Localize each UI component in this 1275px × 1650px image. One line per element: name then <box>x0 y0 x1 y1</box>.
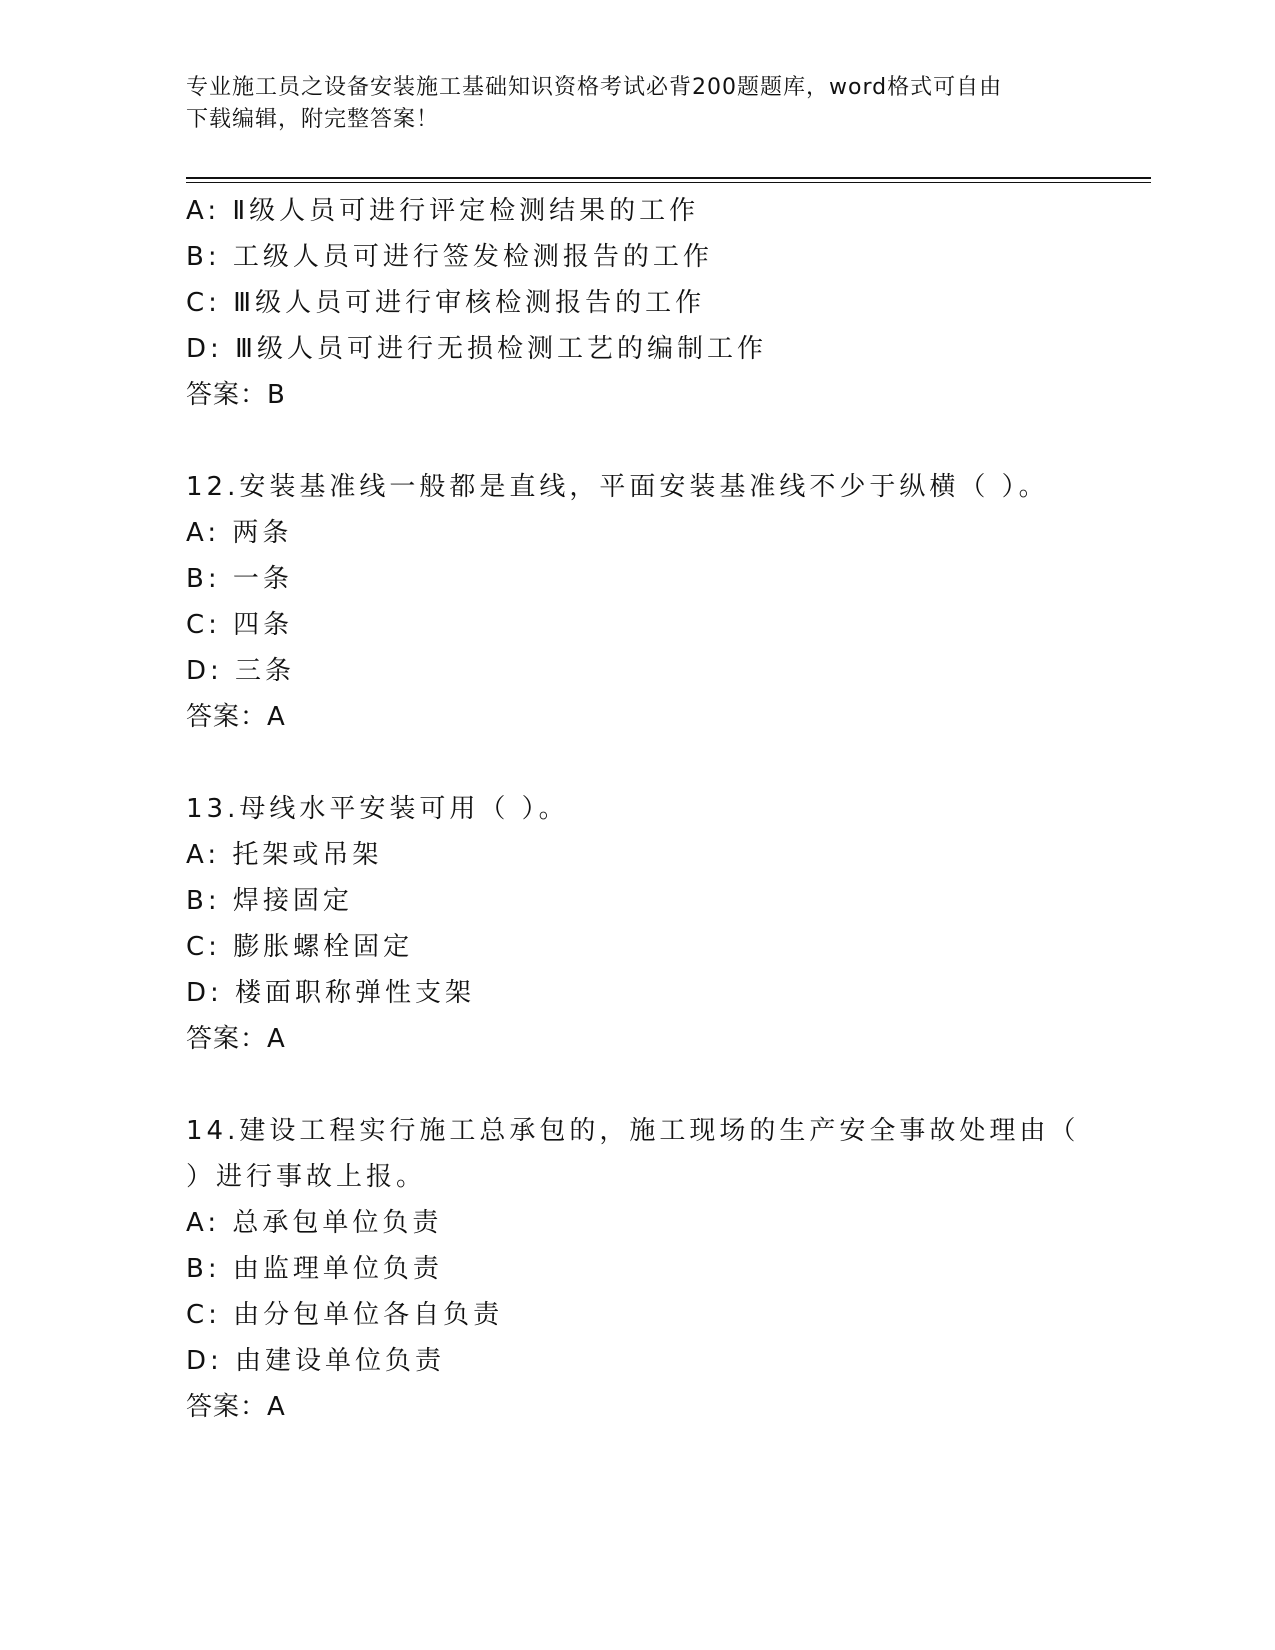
question-11-tail <box>186 188 1116 418</box>
option-a: A: 总承包单位负责 <box>186 1208 443 1238</box>
option-c: C: Ⅲ级人员可进行审核检测报告的工作 <box>186 288 706 318</box>
header-line-1: 专业施工员之设备安装施工基础知识资格考试必背200题题库，word格式可自由 <box>186 75 1003 100</box>
answer: 答案：A <box>186 702 286 732</box>
option-d: D: Ⅲ级人员可进行无损检测工艺的编制工作 <box>186 334 767 364</box>
header-line-2: 下载编辑，附完整答案！ <box>186 107 440 132</box>
option-b: B: 工级人员可进行签发检测报告的工作 <box>186 242 713 272</box>
option-b: B: 一条 <box>186 564 293 594</box>
question-13 <box>186 786 1116 1062</box>
question-text: 13.母线水平安装可用（ ）。 <box>186 794 569 824</box>
question-text-line-2: ）进行事故上报。 <box>186 1162 427 1192</box>
option-c: C: 膨胀螺栓固定 <box>186 932 414 962</box>
option-a: A: 托架或吊架 <box>186 840 383 870</box>
answer: 答案：A <box>186 1392 286 1422</box>
option-c: C: 四条 <box>186 610 294 640</box>
document-header <box>186 72 1086 136</box>
option-b: B: 焊接固定 <box>186 886 353 916</box>
question-text: 12.安装基准线一般都是直线，平面安装基准线不少于纵横（ ）。 <box>186 472 1049 502</box>
option-a: A: Ⅱ级人员可进行评定检测结果的工作 <box>186 196 700 226</box>
option-b: B: 由监理单位负责 <box>186 1254 443 1284</box>
question-list <box>186 188 1116 1430</box>
answer: 答案：B <box>186 380 286 410</box>
answer: 答案：A <box>186 1024 286 1054</box>
option-a: A: 两条 <box>186 518 293 548</box>
question-12 <box>186 464 1116 740</box>
header-divider <box>186 177 1151 183</box>
question-text-line-1: 14.建设工程实行施工总承包的，施工现场的生产安全事故处理由（ <box>186 1116 1080 1146</box>
option-d: D: 由建设单位负责 <box>186 1346 446 1376</box>
option-d: D: 三条 <box>186 656 296 686</box>
question-14 <box>186 1108 1116 1430</box>
divider-thin <box>186 182 1151 183</box>
option-d: D: 楼面职称弹性支架 <box>186 978 476 1008</box>
divider-thick <box>186 177 1151 179</box>
option-c: C: 由分包单位各自负责 <box>186 1300 504 1330</box>
